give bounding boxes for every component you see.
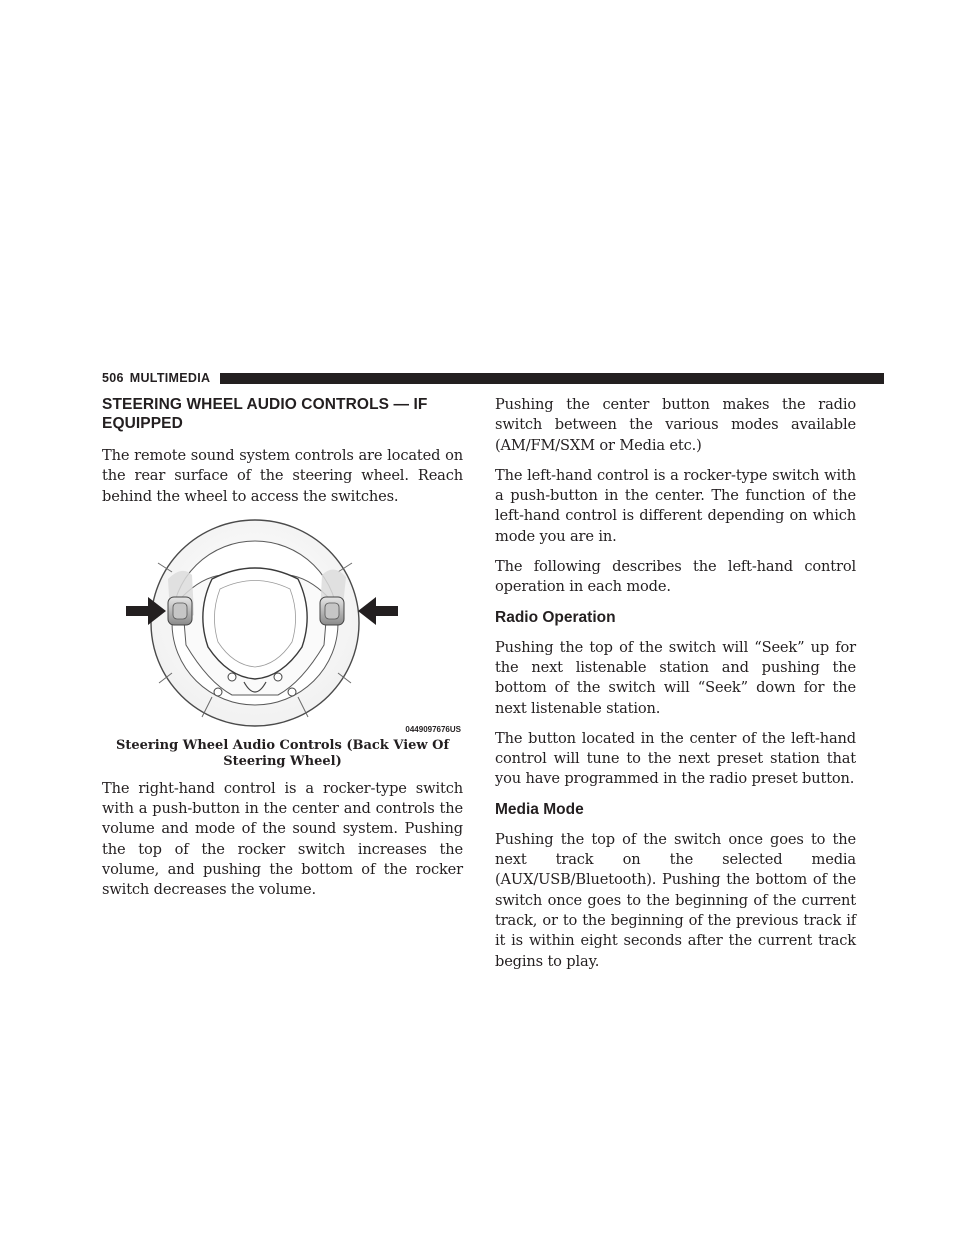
section-title: MULTIMEDIA	[129, 371, 211, 385]
left-column	[102, 395, 463, 911]
page-header	[102, 371, 884, 385]
steering-wheel-illustration	[102, 517, 463, 737]
radio-seek-paragraph: Pushing the top of the switch will “Seek” up for the next listenable station and pushing the bottom of the switch will “Seek” down for the next listenable station.	[495, 638, 856, 717]
figure-caption: Steering Wheel Audio Controls (Back View Of Steering Wheel)	[115, 737, 450, 769]
radio-operation-heading: Radio Operation	[495, 608, 616, 626]
right-control-paragraph: The right-hand control is a rocker-type switch with a push-button in the center and controls the volume and mode of the sound system. Pushing the top of the rocker switch increases the volume, and pushing the bottom of the rocker switch decreases the volume.	[102, 779, 463, 899]
section-heading: STEERING WHEEL AUDIO CONTROLS — IF EQUIPPED	[102, 396, 428, 432]
figure-id: 0449097676US	[405, 724, 461, 734]
header-rule	[220, 373, 884, 384]
following-paragraph: The following describes the left-hand control operation in each mode.	[495, 558, 856, 596]
right-arrow-icon	[358, 597, 398, 625]
intro-paragraph: The remote sound system controls are located on the rear surface of the steering wheel. Reach behind the wheel to access the switches.	[102, 447, 463, 505]
right-column	[495, 395, 856, 982]
page-number: 506	[102, 371, 124, 385]
media-mode-heading: Media Mode	[495, 800, 584, 818]
media-mode-paragraph: Pushing the top of the switch once goes to the next track on the selected media (AUX/USB/Bluetooth). Pushing the bottom of the switch once goes to the beginning of the current track, or to the beginning of the previous track if it is within eight seconds after the current track begins to play.	[495, 830, 856, 970]
center-button-paragraph: Pushing the center button makes the radio switch between the various modes available (AM/FM/SXM or Media etc.)	[495, 396, 856, 454]
steering-wheel-figure	[102, 517, 463, 737]
radio-preset-paragraph: The button located in the center of the left-hand control will tune to the next preset station that you have programmed in the radio preset button.	[495, 729, 856, 788]
left-control-paragraph: The left-hand control is a rocker-type switch with a push-button in the center. The function of the left-hand control is different depending on which mode you are in.	[495, 466, 856, 545]
